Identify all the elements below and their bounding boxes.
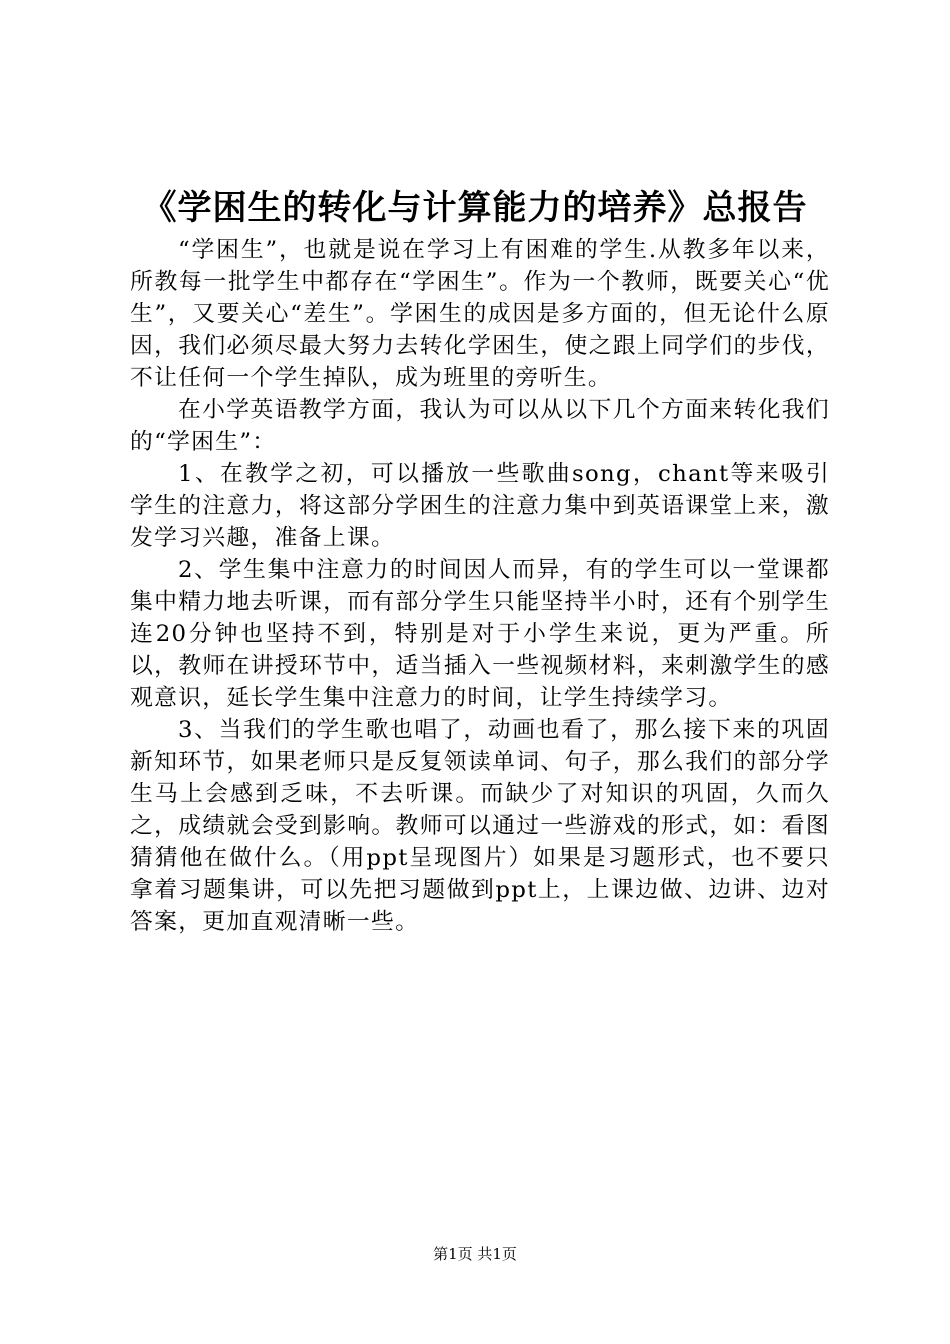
paragraph-method-3: 3、当我们的学生歌也唱了，动画也看了，那么接下来的巩固新知环节，如果老师只是反复领读单词、句子，那么我们的部分学生马上会感到乏味，不去听课。而缺少了对知识的巩固，久而久之，成绩就会受到影响。教师可以通过一些游戏的形式，如：看图猜猜他在做什么。（用ppt呈现图片）如果是习题形式，也不要只拿着习题集讲，可以先把习题做到ppt上，上课边做、边讲、边对答案，更加直观清晰一些。	[130, 717, 830, 935]
document-title: 《学困生的转化与计算能力的培养》总报告	[142, 188, 808, 228]
paragraph-method-2: 2、学生集中注意力的时间因人而异，有的学生可以一堂课都集中精力地去听课，而有部分学生只能坚持半小时，还有个别学生连20分钟也坚持不到，特别是对于小学生来说，更为严重。所以，教师在讲授环节中，适当插入一些视频材料，来刺激学生的感观意识，延长学生集中注意力的时间，让学生持续学习。	[130, 557, 830, 711]
paragraph-methods-intro: 在小学英语教学方面，我认为可以从以下几个方面来转化我们的“学困生”：	[130, 397, 830, 455]
paragraph-intro: “学困生”，也就是说在学习上有困难的学生.从教多年以来，所教每一批学生中都存在“学困生”。作为一个教师，既要关心“优生”，又要关心“差生”。学困生的成因是多方面的，但无论什么原因，我们必须尽最大努力去转化学困生，使之跟上同学们的步伐，不让任何一个学生掉队，成为班里的旁听生。	[130, 237, 830, 391]
page-footer: 第1页 共1页	[433, 1245, 517, 1263]
document-body	[130, 234, 830, 938]
paragraph-method-1: 1、在教学之初，可以播放一些歌曲song，chant等来吸引学生的注意力，将这部分学困生的注意力集中到英语课堂上来，激发学习兴趣，准备上课。	[130, 461, 830, 551]
